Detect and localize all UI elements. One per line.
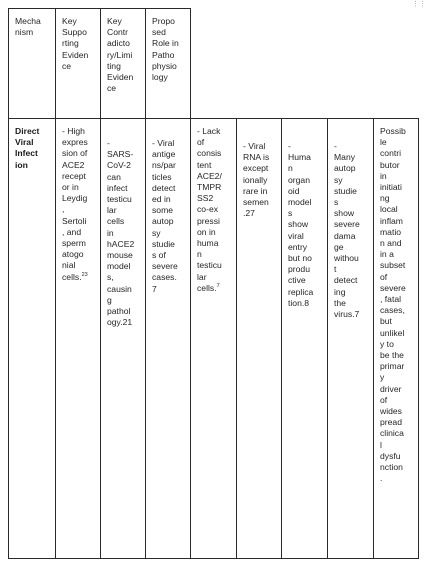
header-cell-contradictory-evidence: Key Contr adicto ry/Limi ting Eviden ce [107,16,134,94]
header-cell-mechanism: Mecha nism [15,16,41,38]
reference-superscript: 23 [81,271,88,278]
row-cell-support-1 [56,126,100,556]
header-cell-proposed-role: Propo sed Role in Patho physio logy [152,16,179,83]
row-cell-contra-1: - Viral antige ns/par ticles detect ed in some autop sy studie s of severe cases. 7 [152,138,178,294]
table-right-border [418,118,419,559]
table-bottom-border [8,558,419,559]
table-header-bottom-border [8,118,419,119]
row-cell-contra-5: - Many autop sy studie s show severe dama ge withou t detect ing the virus.7 [334,141,360,320]
support-1-text: - High expres sion of ACE2 recept or in Leydig , Sertoli , and sperm atogo nial cells. [62,126,88,282]
table-top-border [8,8,190,9]
row-cell-mechanism: Direct Viral Infect ion [15,126,40,170]
reference-superscript: 7 [216,282,220,289]
row-cell-contra-4: - Huma n organ oid model s show viral entry but no produ ctive replica tion.8 [288,141,314,308]
contra-2-text: - Lack of consis tent ACE2/ TMPR SS2 co-ex pressi on in huma n testicu lar cells. [197,126,222,293]
header-cell-supporting-evidence: Key Suppo rting Eviden ce [62,16,89,71]
row-cell-contra-2 [191,126,236,556]
row-cell-contra-3: - Viral RNA is except ionally rare in semen .27 [243,141,270,219]
row-cell-proposed-role: Possib le contri butor in initiati ng local inflam matio n and in a subset of severe , fatal cases, but unlikel y to be the primar y driver of wides pread clinica l dysfu nction . [380,126,406,484]
more-options-icon[interactable]: ⋮⋮ [412,1,426,8]
row-cell-support-2: - SARS- CoV-2 can infect testicu lar cells in hACE2 mouse model s, causin g pathol ogy.21 [107,138,135,328]
